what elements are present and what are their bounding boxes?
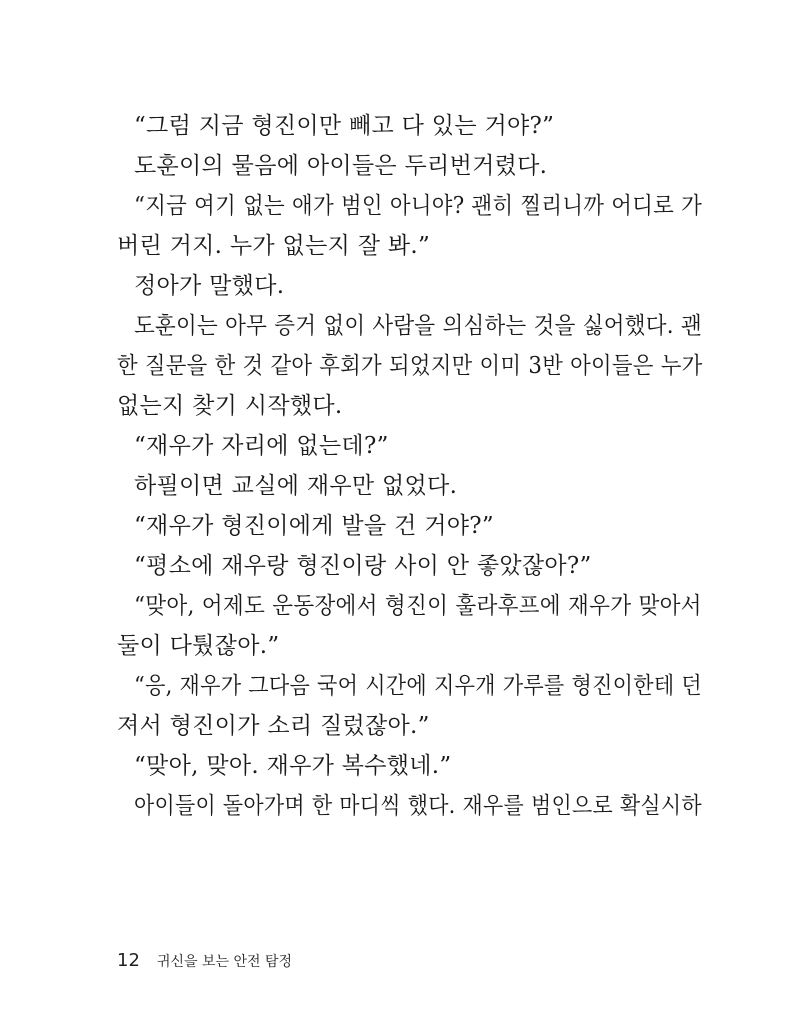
text-line-3: “지금 여기 없는 애가 범인 아니야? 괜히 찔리니까 어디로 가 bbox=[134, 193, 703, 219]
text-line-9: “재우가 자리에 없는데?” bbox=[134, 433, 389, 459]
text-line-14: 둘이 다퉜잖아.” bbox=[117, 633, 280, 659]
text-line-5: 정아가 말했다. bbox=[134, 273, 285, 299]
text-line-18: 아이들이 돌아가며 한 마디씩 했다. 재우를 범인으로 확실시하 bbox=[134, 793, 702, 819]
text-line-13: “맞아, 어제도 운동장에서 형진이 훌라후프에 재우가 맞아서 bbox=[134, 593, 702, 619]
page-footer bbox=[117, 950, 292, 971]
text-line-12: “평소에 재우랑 형진이랑 사이 안 좋았잖아?” bbox=[134, 553, 592, 579]
text-line-10: 하필이면 교실에 재우만 없었다. bbox=[134, 473, 458, 499]
text-line-16: 져서 형진이가 소리 질렀잖아.” bbox=[117, 713, 430, 739]
text-line-4: 버린 거지. 누가 없는지 잘 봐.” bbox=[117, 233, 431, 259]
text-line-1: “그럼 지금 형진이만 빼고 다 있는 거야?” bbox=[134, 113, 555, 139]
text-line-17: “맞아, 맞아. 재우가 복수했네.” bbox=[134, 753, 452, 779]
page-number: 12 bbox=[117, 950, 140, 971]
text-line-2: 도훈이의 물음에 아이들은 두리번거렸다. bbox=[134, 153, 548, 179]
text-line-15: “응, 재우가 그다음 국어 시간에 지우개 가루를 형진이한테 던 bbox=[134, 673, 703, 699]
text-line-8: 없는지 찾기 시작했다. bbox=[117, 393, 343, 419]
text-line-11: “재우가 형진이에게 발을 건 거야?” bbox=[134, 513, 494, 539]
text-line-7: 한 질문을 한 것 같아 후회가 되었지만 이미 3반 아이들은 누가 bbox=[117, 353, 703, 379]
running-title: 귀신을 보는 안전 탐정 bbox=[157, 954, 293, 970]
text-line-6: 도훈이는 아무 증거 없이 사람을 의심하는 것을 싫어했다. 괜 bbox=[134, 313, 702, 339]
